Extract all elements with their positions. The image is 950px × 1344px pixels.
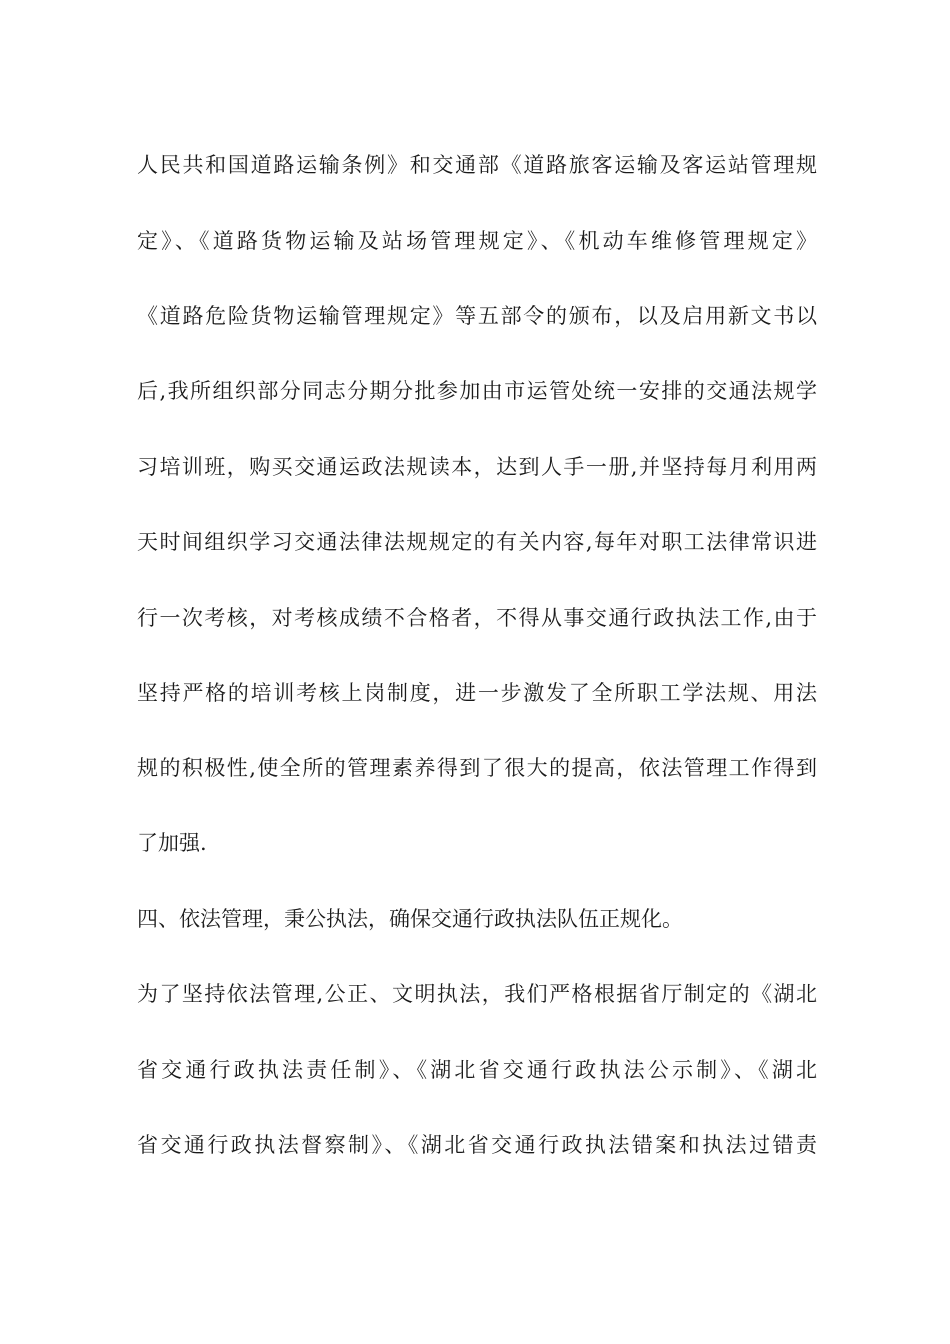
paragraph-line: 行一次考核，对考核成绩不合格者，不得从事交通行政执法工作,由于 <box>137 606 817 630</box>
paragraph-line: 坚持严格的培训考核上岗制度，进一步激发了全所职工学法规、用法 <box>137 681 817 705</box>
paragraph-line: 规的积极性,使全所的管理素养得到了很大的提高，依法管理工作得到 <box>137 756 817 780</box>
section-heading: 四、依法管理，秉公执法，确保交通行政执法队伍正规化。 <box>137 907 683 931</box>
paragraph-line: 省交通行政执法责任制》、《湖北省交通行政执法公示制》、《湖北 <box>137 1058 817 1082</box>
paragraph-line: 定》、《道路货物运输及站场管理规定》、《机动车维修管理规定》 <box>137 229 817 253</box>
paragraph-line: 习培训班，购买交通运政法规读本，达到人手一册,并坚持每月利用两 <box>137 455 817 479</box>
paragraph-line: 人民共和国道路运输条例》和交通部《道路旅客运输及客运站管理规 <box>137 153 817 177</box>
paragraph-line: 为了坚持依法管理,公正、文明执法，我们严格根据省厅制定的《湖北 <box>137 982 817 1006</box>
paragraph-line: 天时间组织学习交通法律法规规定的有关内容,每年对职工法律常识进 <box>137 530 817 554</box>
paragraph-line: 《道路危险货物运输管理规定》等五部令的颁布，以及启用新文书以 <box>137 304 817 328</box>
paragraph-line: 省交通行政执法督察制》、《湖北省交通行政执法错案和执法过错责 <box>137 1133 817 1157</box>
paragraph-line: 后,我所组织部分同志分期分批参加由市运管处统一安排的交通法规学 <box>137 379 817 403</box>
paragraph-line: 了加强. <box>137 831 207 855</box>
